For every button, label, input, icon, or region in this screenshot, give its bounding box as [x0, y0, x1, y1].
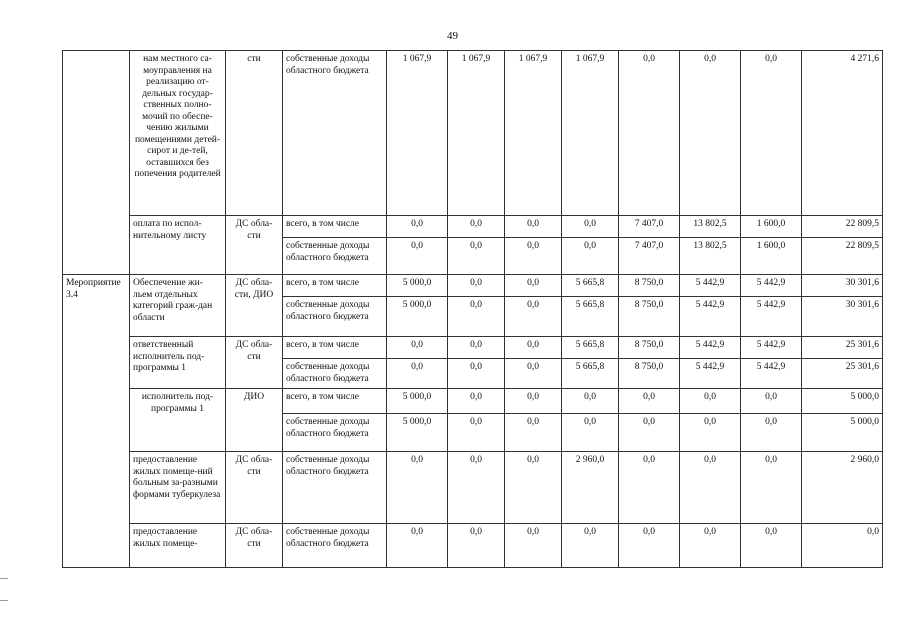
value-cell: 5 000,0 — [387, 275, 448, 297]
source-cell: всего, в том числе — [283, 337, 387, 359]
name-cell: нам местного са-моуправления на реализацию от-дельных государ-ственных полно-мочий по обеспе-чению жилыми помещениями детей-сирот и де-тей, оставшихся без попечения родителей — [130, 51, 226, 216]
value-cell: 8 750,0 — [619, 275, 680, 297]
value-cell: 0,0 — [387, 524, 448, 568]
value-cell: 5 000,0 — [387, 297, 448, 337]
total-cell: 5 000,0 — [802, 414, 883, 452]
total-cell: 0,0 — [802, 524, 883, 568]
value-cell: 0,0 — [448, 297, 505, 337]
table-row — [63, 452, 883, 524]
page-number: 49 — [447, 30, 458, 42]
value-cell: 8 750,0 — [619, 337, 680, 359]
value-cell: 0,0 — [505, 524, 562, 568]
scan-mark — [0, 578, 8, 579]
value-cell: 5 442,9 — [741, 359, 802, 389]
responsible-cell: ДС обла-сти — [226, 524, 283, 568]
value-cell: 1 067,9 — [387, 51, 448, 216]
value-cell: 0,0 — [448, 275, 505, 297]
name-cell: предоставление жилых помеще- — [130, 524, 226, 568]
source-cell: собственные доходы областного бюджета — [283, 51, 387, 216]
value-cell: 1 067,9 — [505, 51, 562, 216]
total-cell: 2 960,0 — [802, 452, 883, 524]
activity-cell: Мероприятие 3.4 — [63, 275, 130, 568]
value-cell: 0,0 — [387, 452, 448, 524]
value-cell: 1 067,9 — [562, 51, 619, 216]
total-cell: 30 301,6 — [802, 297, 883, 337]
value-cell: 0,0 — [448, 524, 505, 568]
value-cell: 0,0 — [505, 452, 562, 524]
value-cell: 5 442,9 — [741, 297, 802, 337]
responsible-cell: ДС обла-сти — [226, 216, 283, 275]
table-row — [63, 389, 883, 414]
responsible-cell: ДС обла-сти — [226, 452, 283, 524]
budget-table — [62, 50, 883, 568]
scan-mark — [0, 600, 8, 601]
total-cell: 25 301,6 — [802, 359, 883, 389]
value-cell: 5 442,9 — [680, 297, 741, 337]
value-cell: 0,0 — [505, 297, 562, 337]
source-cell: всего, в том числе — [283, 216, 387, 238]
table-row — [63, 337, 883, 359]
table-row — [63, 524, 883, 568]
table-row — [63, 216, 883, 238]
value-cell: 7 407,0 — [619, 216, 680, 238]
value-cell: 0,0 — [448, 359, 505, 389]
value-cell: 0,0 — [448, 216, 505, 238]
value-cell: 8 750,0 — [619, 359, 680, 389]
value-cell: 2 960,0 — [562, 452, 619, 524]
value-cell: 0,0 — [387, 359, 448, 389]
value-cell: 1 600,0 — [741, 238, 802, 275]
value-cell: 0,0 — [619, 389, 680, 414]
value-cell: 1 067,9 — [448, 51, 505, 216]
value-cell: 0,0 — [562, 216, 619, 238]
value-cell: 0,0 — [505, 238, 562, 275]
source-cell: собственные доходы областного бюджета — [283, 452, 387, 524]
value-cell: 13 802,5 — [680, 238, 741, 275]
responsible-cell: ДС обла-сти — [226, 337, 283, 389]
total-cell: 22 809,5 — [802, 238, 883, 275]
value-cell: 0,0 — [741, 452, 802, 524]
value-cell: 0,0 — [680, 389, 741, 414]
value-cell: 8 750,0 — [619, 297, 680, 337]
source-cell: собственные доходы областного бюджета — [283, 524, 387, 568]
value-cell: 0,0 — [562, 414, 619, 452]
value-cell: 0,0 — [680, 51, 741, 216]
value-cell: 5 665,8 — [562, 337, 619, 359]
value-cell: 5 442,9 — [680, 337, 741, 359]
name-cell: исполнитель под-программы 1 — [130, 389, 226, 452]
source-cell: собственные доходы областного бюджета — [283, 297, 387, 337]
value-cell: 5 442,9 — [680, 275, 741, 297]
value-cell: 0,0 — [505, 389, 562, 414]
value-cell: 5 442,9 — [680, 359, 741, 389]
responsible-cell: ДИО — [226, 389, 283, 452]
value-cell: 0,0 — [680, 452, 741, 524]
value-cell: 5 665,8 — [562, 359, 619, 389]
value-cell: 0,0 — [448, 414, 505, 452]
total-cell: 22 809,5 — [802, 216, 883, 238]
value-cell: 0,0 — [619, 414, 680, 452]
source-cell: собственные доходы областного бюджета — [283, 414, 387, 452]
total-cell: 4 271,6 — [802, 51, 883, 216]
name-cell: оплата по испол-нительному листу — [130, 216, 226, 275]
value-cell: 7 407,0 — [619, 238, 680, 275]
activity-cell — [63, 51, 130, 275]
value-cell: 0,0 — [562, 238, 619, 275]
value-cell: 0,0 — [741, 389, 802, 414]
value-cell: 0,0 — [448, 337, 505, 359]
value-cell: 0,0 — [448, 389, 505, 414]
value-cell: 0,0 — [680, 414, 741, 452]
total-cell: 5 000,0 — [802, 389, 883, 414]
table-row — [63, 275, 883, 297]
source-cell: всего, в том числе — [283, 275, 387, 297]
value-cell: 0,0 — [505, 216, 562, 238]
value-cell: 5 442,9 — [741, 275, 802, 297]
value-cell: 0,0 — [680, 524, 741, 568]
value-cell: 0,0 — [562, 389, 619, 414]
value-cell: 0,0 — [741, 414, 802, 452]
value-cell: 5 000,0 — [387, 389, 448, 414]
name-cell: Обеспечение жи-льем отдельных категорий граж-дан области — [130, 275, 226, 337]
value-cell: 0,0 — [387, 216, 448, 238]
value-cell: 0,0 — [619, 452, 680, 524]
responsible-cell: сти — [226, 51, 283, 216]
value-cell: 5 442,9 — [741, 337, 802, 359]
value-cell: 0,0 — [505, 359, 562, 389]
name-cell: ответственный исполнитель под-программы 1 — [130, 337, 226, 389]
name-cell: предоставление жилых помеще-ний больным за-разными формами туберкулеза — [130, 452, 226, 524]
source-cell: собственные доходы областного бюджета — [283, 238, 387, 275]
value-cell: 0,0 — [562, 524, 619, 568]
value-cell: 0,0 — [387, 337, 448, 359]
value-cell: 0,0 — [741, 51, 802, 216]
value-cell: 0,0 — [619, 51, 680, 216]
table-row — [63, 51, 883, 216]
value-cell: 5 000,0 — [387, 414, 448, 452]
total-cell: 30 301,6 — [802, 275, 883, 297]
value-cell: 5 665,8 — [562, 275, 619, 297]
total-cell: 25 301,6 — [802, 337, 883, 359]
value-cell: 0,0 — [505, 414, 562, 452]
value-cell: 13 802,5 — [680, 216, 741, 238]
value-cell: 0,0 — [448, 452, 505, 524]
value-cell: 0,0 — [448, 238, 505, 275]
value-cell: 0,0 — [741, 524, 802, 568]
source-cell: всего, в том числе — [283, 389, 387, 414]
value-cell: 0,0 — [505, 275, 562, 297]
value-cell: 0,0 — [387, 238, 448, 275]
responsible-cell: ДС обла-сти, ДИО — [226, 275, 283, 337]
value-cell: 0,0 — [505, 337, 562, 359]
value-cell: 0,0 — [619, 524, 680, 568]
value-cell: 1 600,0 — [741, 216, 802, 238]
source-cell: собственные доходы областного бюджета — [283, 359, 387, 389]
value-cell: 5 665,8 — [562, 297, 619, 337]
